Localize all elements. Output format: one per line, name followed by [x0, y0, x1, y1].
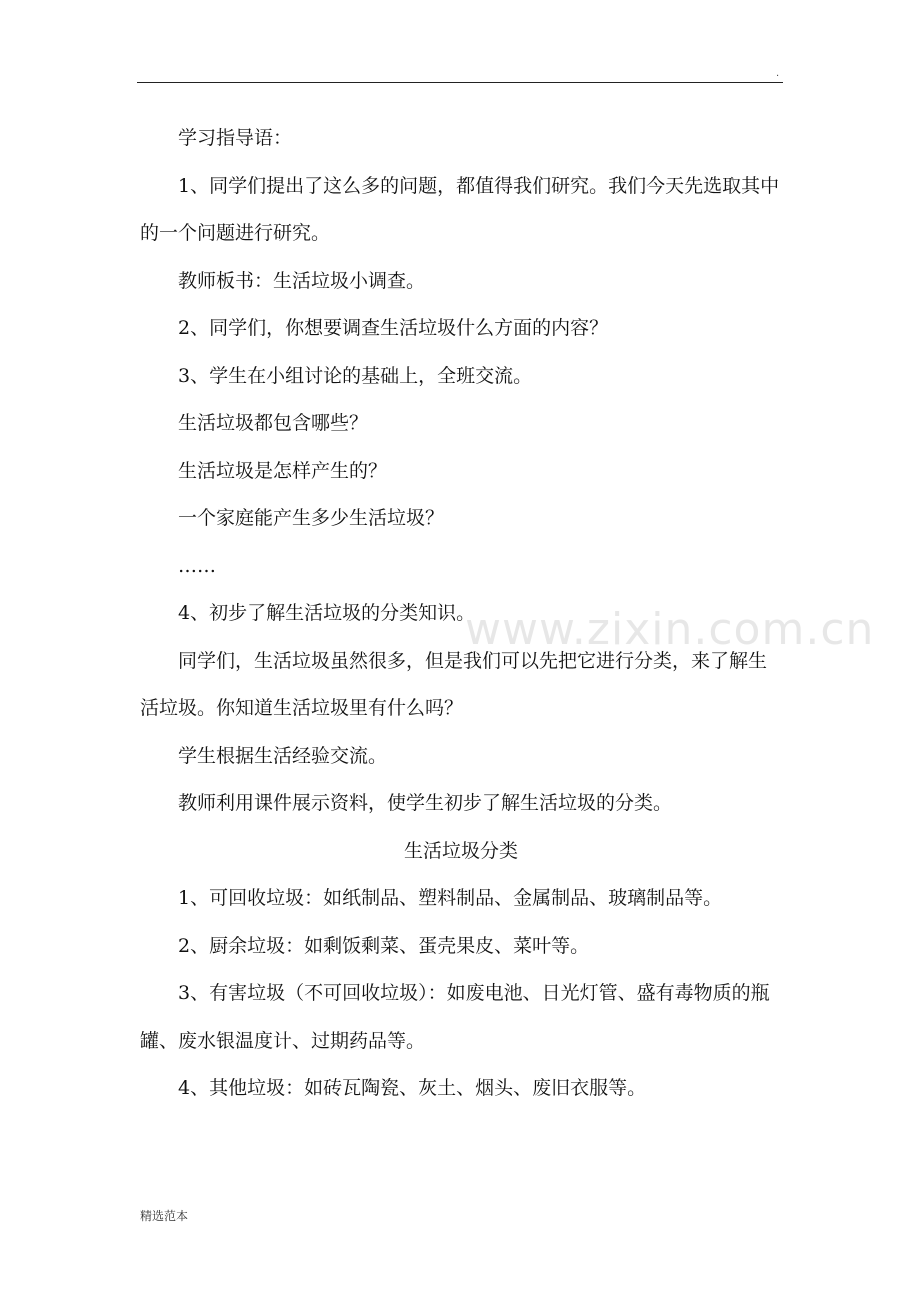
paragraph: 教师利用课件展示资料，使学生初步了解生活垃圾的分类。 [178, 792, 673, 814]
paragraph: 学生根据生活经验交流。 [178, 744, 388, 767]
footer-text: 精选范本 [140, 1209, 189, 1223]
section-title: 生活垃圾分类 [403, 839, 518, 862]
header-rule [137, 82, 783, 83]
paragraph: 生活垃圾都包含哪些？ [178, 412, 369, 434]
paragraph: …… [178, 554, 216, 577]
paragraph: 2、同学们，你想要调查生活垃圾什么方面的内容？ [178, 317, 609, 339]
paragraph: 1、同学们提出了这么多的问题，都值得我们研究。我们今天先选取其中的一个问题进行研究。 [140, 174, 780, 244]
category-item: 2、厨余垃圾：如剩饭剩菜、蛋壳果皮、菜叶等。 [178, 934, 590, 957]
paragraph: 教师板书：生活垃圾小调查。 [178, 269, 426, 292]
paragraph: 3、学生在小组讨论的基础上，全班交流。 [178, 364, 533, 387]
paragraph: 4、初步了解生活垃圾的分类知识。 [178, 602, 476, 624]
category-item: 4、其他垃圾：如砖瓦陶瓷、灰土、烟头、废旧衣服等。 [178, 1077, 647, 1099]
paragraph: 一个家庭能产生多少生活垃圾？ [178, 507, 445, 529]
watermark: www.zixin.com.cn [465, 604, 875, 655]
category-item: 1、可回收垃圾：如纸制品、塑料制品、金属制品、玻璃制品等。 [178, 887, 723, 909]
header-mark: . [776, 68, 780, 79]
paragraph: 同学们，生活垃圾虽然很多，但是我们可以先把它进行分类，来了解生活垃圾。你知道生活垃圾里有什么吗？ [140, 649, 768, 719]
paragraph: 学习指导语： [178, 127, 293, 149]
category-item: 3、有害垃圾（不可回收垃圾）：如废电池、日光灯管、盛有毒物质的瓶罐、废水银温度计、过期药品等。 [140, 982, 770, 1052]
paragraph: 生活垃圾是怎样产生的？ [178, 459, 388, 482]
